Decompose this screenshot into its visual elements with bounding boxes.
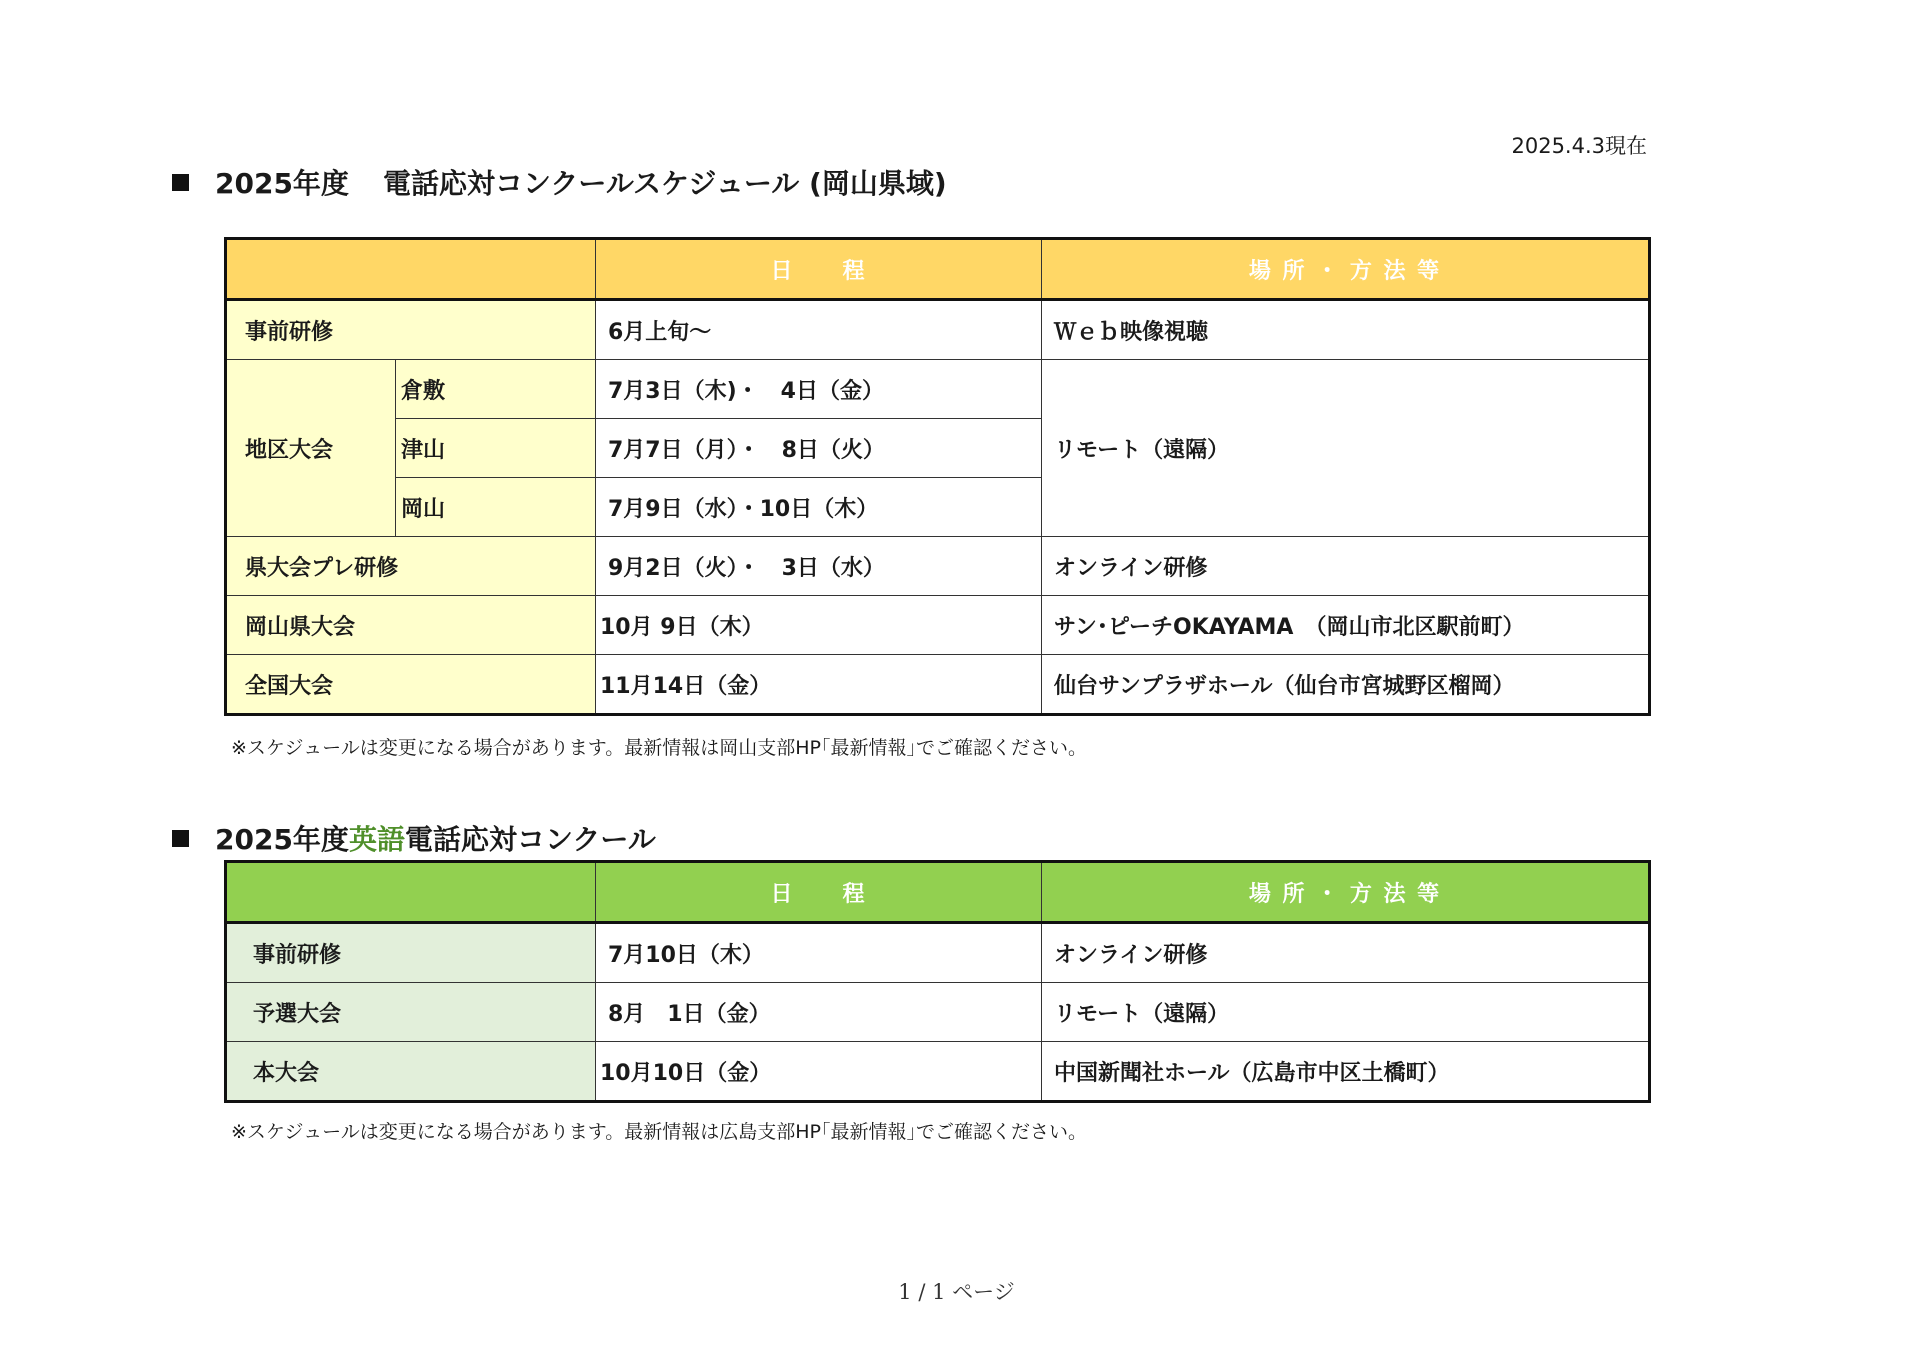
as-of-date: 2025.4.3現在 (1511, 134, 1647, 158)
row-date: 8月 1日（金） (596, 983, 1042, 1042)
header-place: 場 所 ・ 方 法 等 (1042, 239, 1650, 300)
row-place: リモート（遠隔） (1042, 983, 1650, 1042)
row-label: 地区大会 (226, 360, 396, 537)
section2-title-year: 2025年度 (215, 823, 349, 856)
square-bullet-icon (172, 830, 189, 847)
row-place: Ｗｅｂ映像視聴 (1042, 300, 1650, 360)
table-row (226, 300, 1650, 360)
table-row (226, 596, 1650, 655)
sub-row-label: 津山 (396, 419, 596, 478)
section2-title-text: 電話応対コンクール (404, 823, 656, 856)
row-date: 6月上旬～ (596, 300, 1042, 360)
row-label: 本大会 (226, 1042, 596, 1102)
row-date: 10月10日（金） (596, 1042, 1042, 1102)
row-label: 全国大会 (226, 655, 596, 715)
row-place: サン･ピーチOKAYAMA （岡山市北区駅前町） (1042, 596, 1650, 655)
row-place: 中国新聞社ホール（広島市中区土橋町） (1042, 1042, 1650, 1102)
header-place: 場 所 ・ 方 法 等 (1042, 862, 1650, 923)
section2-title (172, 818, 656, 858)
header-blank-cell (226, 862, 596, 923)
row-place: リモート（遠隔） (1042, 360, 1650, 537)
row-label: 事前研修 (226, 923, 596, 983)
table-header-row (226, 239, 1650, 300)
page-indicator: 1 / 1 ページ (898, 1280, 1015, 1304)
table-row (226, 983, 1650, 1042)
sub-row-label: 岡山 (396, 478, 596, 537)
header-date: 日 程 (596, 862, 1042, 923)
table-header-row (226, 862, 1650, 923)
row-label: 県大会プレ研修 (226, 537, 596, 596)
section1-title (172, 162, 947, 202)
row-date: 10月 9日（木） (596, 596, 1042, 655)
row-label: 岡山県大会 (226, 596, 596, 655)
table-row (226, 537, 1650, 596)
square-bullet-icon (172, 174, 189, 191)
row-date: 9月2日（火）・ 3日（水） (596, 537, 1042, 596)
row-date: 7月10日（木） (596, 923, 1042, 983)
header-blank-cell (226, 239, 596, 300)
section2-title-accent: 英語 (348, 823, 405, 856)
row-place: オンライン研修 (1042, 923, 1650, 983)
row-date: 7月3日（木)・ 4日（金） (596, 360, 1042, 419)
sub-row-label: 倉敷 (396, 360, 596, 419)
row-date: 7月9日（水）・10日（木） (596, 478, 1042, 537)
okayama-schedule-table (224, 237, 1651, 716)
row-place: 仙台サンプラザホール（仙台市宮城野区榴岡） (1042, 655, 1650, 715)
table-row (226, 655, 1650, 715)
section1-title-year: 2025年度 (215, 167, 349, 200)
header-date: 日 程 (596, 239, 1042, 300)
row-label: 事前研修 (226, 300, 596, 360)
row-label: 予選大会 (226, 983, 596, 1042)
table-row (226, 923, 1650, 983)
table-row (226, 360, 1650, 419)
row-date: 7月7日（月）・ 8日（火） (596, 419, 1042, 478)
table-row (226, 1042, 1650, 1102)
row-date: 11月14日（金） (596, 655, 1042, 715)
section1-title-text: 電話応対コンクールスケジュール (岡山県域) (382, 167, 947, 200)
section1-note: ※スケジュールは変更になる場合があります。最新情報は岡山支部HP｢最新情報｣でご確認ください。 (231, 737, 1088, 759)
row-place: オンライン研修 (1042, 537, 1650, 596)
english-schedule-table (224, 860, 1651, 1103)
section2-note: ※スケジュールは変更になる場合があります。最新情報は広島支部HP｢最新情報｣でご確認ください。 (231, 1121, 1088, 1143)
